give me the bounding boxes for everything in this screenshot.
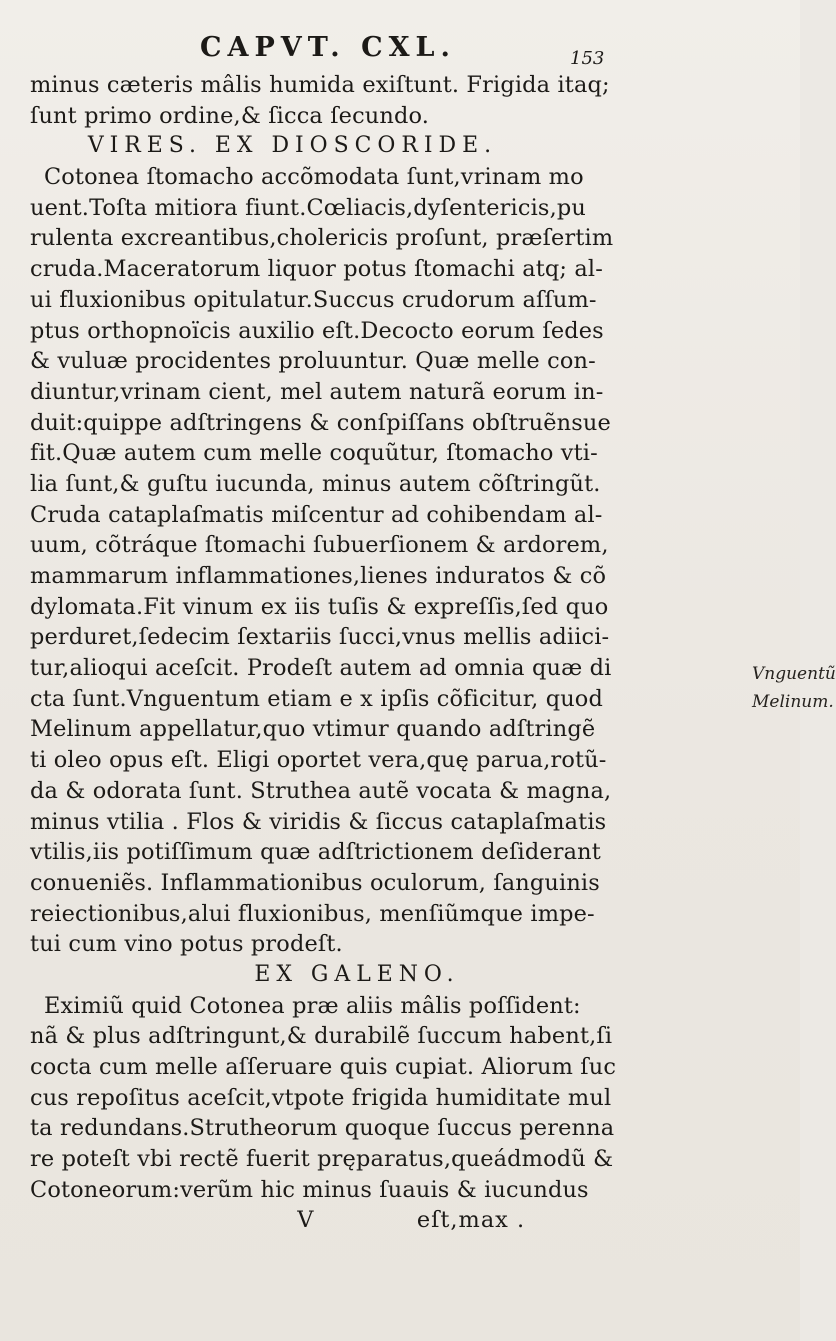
marginal-note xyxy=(752,660,836,716)
running-head: CAPVT. CXL. xyxy=(200,32,456,63)
text-line: reiectionibus,alui fluxionibus, menſiũmque impe- xyxy=(30,900,595,927)
text-line: Cruda cataplaſmatis miſcentur ad cohibendam al- xyxy=(30,501,603,528)
section-heading-dioscoride: VIRES. EX DIOSCORIDE. xyxy=(87,133,498,159)
signature-mark: V xyxy=(297,1207,315,1234)
text-line: mammarum inflammationes,lienes induratos & cõ xyxy=(30,563,607,589)
text-line: tui cum vino potus prodeſt. xyxy=(30,931,343,958)
text-line: ptus orthopnoïcis auxilio eſt.Decocto eorum ſedes xyxy=(30,317,604,344)
marginal-note-line: Melinum. xyxy=(752,692,834,712)
text-line: ſunt primo ordine,& ſicca ſecundo. xyxy=(30,102,430,129)
text-line: cruda.Maceratorum liquor potus ſtomachi atq; al- xyxy=(30,256,603,283)
text-line: uum, cõtráque ſtomachi ſubuerſionem & ardorem, xyxy=(30,532,609,559)
text-line: cta ſunt.Vnguentum etiam e x ipſis cõficitur, quod xyxy=(30,685,603,712)
section-heading-galeno: EX GALENO. xyxy=(254,961,460,987)
text-line: diuntur,vrinam cient, mel autem naturã eorum in- xyxy=(30,378,604,405)
text-line: re poteſt vbi rectẽ fuerit pręparatus,queádmodũ & xyxy=(30,1146,614,1173)
text-line: ti oleo opus eſt. Eligi oportet vera,quę parua,rotũ- xyxy=(30,747,607,774)
text-line: & vuluæ procidentes proluuntur. Quæ melle con- xyxy=(30,348,596,375)
text-line: minus cæteris mâlis humida exiſtunt. Frigida itaq; xyxy=(30,72,610,98)
text-line: conueniẽs. Inflammationibus oculorum, ſanguinis xyxy=(30,869,600,896)
text-line: vtilis,iis potiſſimum quæ adſtrictionem deſiderant xyxy=(30,839,601,866)
text-line: rulenta excreantibus,cholericis proſunt, præſertim xyxy=(30,225,614,252)
text-line: lia ſunt,& guſtu iucunda, minus autem cõſtringũt. xyxy=(30,470,601,497)
text-line: ta redundans.Strutheorum quoque ſuccus perenna xyxy=(30,1115,615,1142)
text-line: cocta cum melle aſſeruare quis cupiat. Aliorum ſuc xyxy=(30,1054,617,1080)
text-line: minus vtilia . Flos & viridis & ſiccus cataplaſmatis xyxy=(30,808,607,835)
paragraph-first-line: Eximiũ quid Cotonea præ aliis mâlis poſſident: xyxy=(43,992,581,1019)
text-line: dylomata.Fit vinum ex iis tuſis & expreſſis,ſed quo xyxy=(30,593,609,620)
text-line: Cotoneorum:verũm hic minus ſuauis & iucundus xyxy=(30,1176,589,1203)
text-line: ui fluxionibus opitulatur.Succus crudorum aſſum- xyxy=(30,286,597,313)
paragraph-first-line: Cotonea ſtomacho accõmodata ſunt,vrinam mo xyxy=(43,164,584,191)
page-footer xyxy=(30,1205,748,1236)
marginal-note-line: Vnguentũ xyxy=(752,664,836,684)
page-number: 153 xyxy=(570,48,605,69)
text-line: Melinum appellatur,quo vtimur quando adſtringẽ xyxy=(30,716,596,743)
text-line: uent.Toſta mitiora fiunt.Cœliacis,dyſentericis,pu xyxy=(30,194,586,221)
text-line: duit:quippe adſtringens & conſpiſſans obſtruẽnsue xyxy=(30,409,611,436)
text-line: cus repoſitus aceſcit,vtpote frigida humiditate mul xyxy=(30,1084,612,1111)
text-line: fit.Quæ autem cum melle coquũtur, ſtomacho vti- xyxy=(30,440,598,467)
text-block xyxy=(30,70,750,1236)
text-line: nã & plus adſtringunt,& durabilẽ ſuccum habent,ſi xyxy=(30,1023,613,1050)
catchword: eſt,max . xyxy=(416,1207,526,1234)
text-line: perduret,ſedecim ſextariis ſucci,vnus mellis adiici- xyxy=(30,624,610,651)
text-line: da & odorata ſunt. Struthea autẽ vocata & magna, xyxy=(30,777,612,804)
text-line: tur,alioqui aceſcit. Prodeſt autem ad omnia quæ di xyxy=(30,655,612,682)
page-header xyxy=(0,22,800,72)
